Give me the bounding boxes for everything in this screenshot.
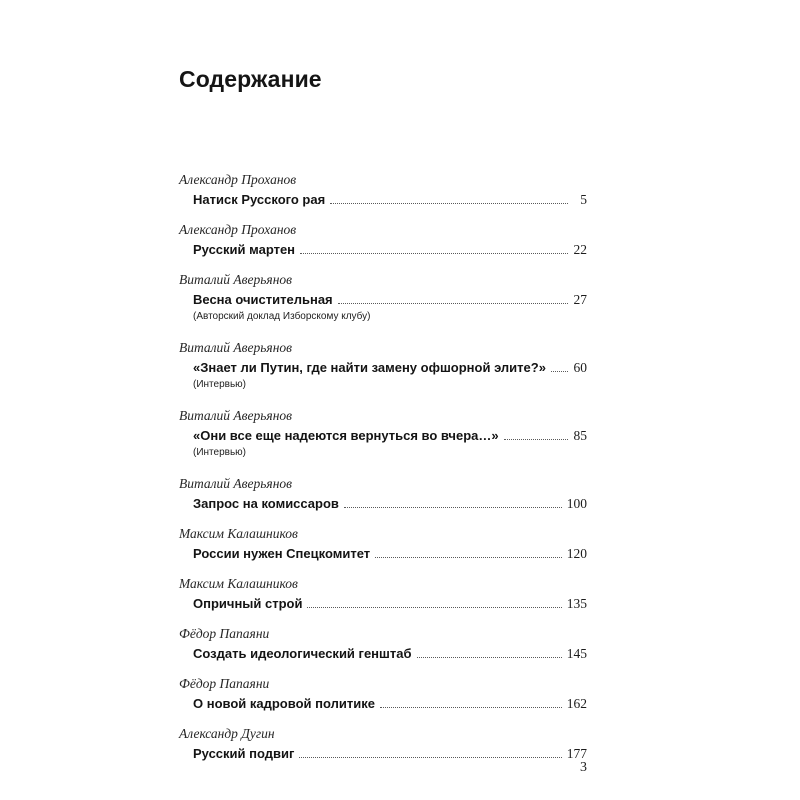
dot-leader	[307, 607, 561, 608]
toc-entry-link[interactable]	[193, 695, 587, 712]
toc-entry-author: Александр Дугин	[179, 726, 275, 741]
toc-entry	[179, 676, 587, 712]
toc-entry-link[interactable]	[193, 645, 587, 662]
toc-entry-link[interactable]	[193, 495, 587, 512]
dot-leader	[551, 371, 568, 372]
dot-leader	[344, 507, 562, 508]
toc-entry	[179, 272, 587, 323]
toc-entry-author: Александр Проханов	[179, 222, 297, 237]
toc-entry-page-number: 85	[573, 428, 587, 443]
toc-list	[179, 172, 587, 776]
toc-entry-title: Русский мартен	[193, 242, 296, 257]
toc-entry	[179, 576, 587, 612]
toc-entry-author: Фёдор Папаяни	[179, 626, 270, 641]
dot-leader	[375, 557, 562, 558]
toc-entry-author: Виталий Аверьянов	[179, 272, 292, 287]
toc-entry-author: Виталий Аверьянов	[179, 476, 292, 491]
toc-entry-title: «Знает ли Путин, где найти замену офшорной элите?»	[193, 360, 546, 375]
toc-entry-page-number: 162	[566, 696, 587, 711]
toc-entry-page-number: 5	[580, 192, 587, 207]
toc-entry	[179, 172, 587, 208]
toc-entry-note: (Интервью)	[193, 379, 246, 390]
toc-entry-author: Александр Проханов	[179, 172, 297, 187]
dot-leader	[417, 657, 562, 658]
toc-entry-title: О новой кадровой политике	[193, 696, 375, 711]
dot-leader	[300, 253, 568, 254]
dot-leader	[338, 303, 568, 304]
toc-entry-author: Фёдор Папаяни	[179, 676, 270, 691]
toc-entry-author: Виталий Аверьянов	[179, 340, 292, 355]
toc-entry-page-number: 145	[566, 646, 587, 661]
toc-entry-link[interactable]	[193, 595, 587, 612]
dot-leader	[380, 707, 562, 708]
toc-entry-link[interactable]	[193, 359, 587, 376]
toc-entry-link[interactable]	[193, 745, 587, 762]
toc-entry-note: (Авторский доклад Изборскому клубу)	[193, 311, 371, 322]
page-number: 3	[580, 760, 587, 775]
toc-entry-title: Опричный строй	[193, 596, 303, 611]
toc-entry-page-number: 22	[573, 242, 587, 257]
toc-entry-note: (Интервью)	[193, 447, 246, 458]
toc-entry-page-number: 27	[573, 292, 587, 307]
toc-entry-page-number: 60	[573, 360, 587, 375]
toc-entry-page-number: 120	[566, 546, 587, 561]
toc-entry-author: Максим Калашников	[179, 526, 298, 541]
toc-entry	[179, 222, 587, 258]
toc-entry-link[interactable]	[193, 545, 587, 562]
dot-leader	[504, 439, 568, 440]
toc-entry-link[interactable]	[193, 427, 587, 444]
toc-entry-title: Натиск Русского рая	[193, 192, 326, 207]
toc-entry-link[interactable]	[193, 291, 587, 308]
toc-entry	[179, 726, 587, 762]
toc-entry-title: Запрос на комиссаров	[193, 496, 339, 511]
toc-entry-page-number: 135	[566, 596, 587, 611]
dot-leader	[299, 757, 561, 758]
toc-entry	[179, 408, 587, 459]
page-title: Содержание	[179, 66, 322, 92]
toc-entry-author: Виталий Аверьянов	[179, 408, 292, 423]
toc-entry-page-number: 100	[566, 496, 587, 511]
toc-entry	[179, 340, 587, 391]
toc-entry	[179, 476, 587, 512]
toc-entry	[179, 526, 587, 562]
dot-leader	[330, 203, 568, 204]
toc-entry-title: Создать идеологический генштаб	[193, 646, 412, 661]
toc-entry-title: «Они все еще надеются вернуться во вчера…»	[193, 428, 499, 443]
toc-entry-title: Русский подвиг	[193, 746, 295, 761]
toc-entry	[179, 626, 587, 662]
toc-entry-title: России нужен Спецкомитет	[193, 546, 371, 561]
toc-entry-title: Весна очистительная	[193, 292, 333, 307]
toc-entry-page-number: 177	[566, 746, 587, 761]
toc-entry-link[interactable]	[193, 191, 587, 208]
toc-entry-link[interactable]	[193, 241, 587, 258]
toc-entry-author: Максим Калашников	[179, 576, 298, 591]
